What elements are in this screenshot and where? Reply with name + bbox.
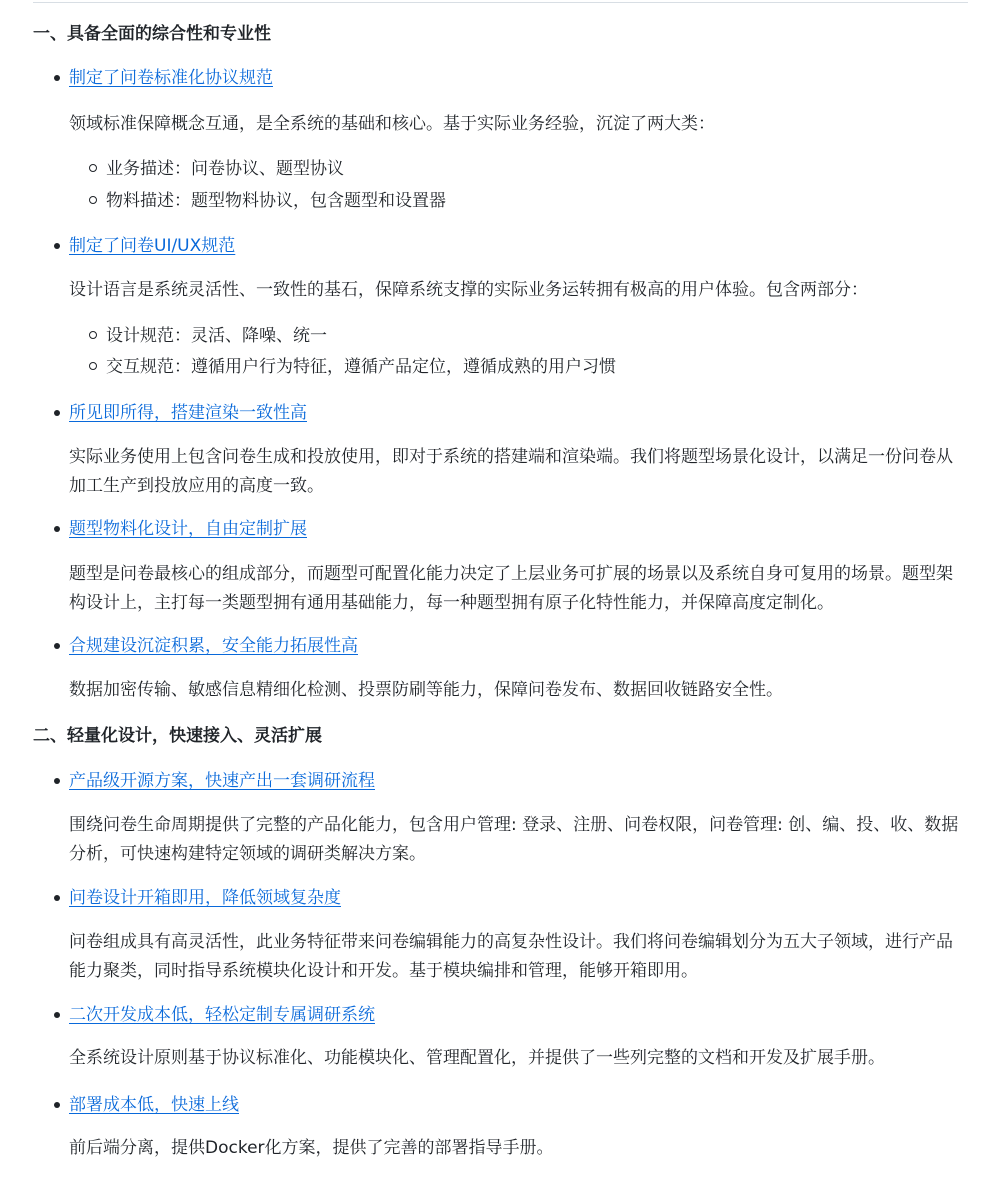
list-bullet — [54, 778, 60, 784]
feature-link-out-of-box[interactable]: 问卷设计开箱即用，降低领域复杂度 — [69, 888, 341, 908]
sub-list-bullet — [89, 362, 97, 370]
feature-description: 实际业务使用上包含问卷生成和投放使用，即对于系统的搭建端和渲染端。我们将题型场景化设计，以满足一份问卷从加工生产到投放应用的高度一致。 — [69, 447, 953, 496]
feature-link-deployment[interactable]: 部署成本低，快速上线 — [69, 1095, 239, 1115]
sub-list-bullet — [89, 331, 97, 339]
feature-link-uiux-spec[interactable]: 制定了问卷UI/UX规范 — [69, 236, 236, 256]
feature-link-question-materials[interactable]: 题型物料化设计，自由定制扩展 — [69, 519, 307, 539]
list-bullet — [54, 75, 60, 81]
feature-link-secondary-dev[interactable]: 二次开发成本低，轻松定制专属调研系统 — [69, 1005, 375, 1025]
feature-description: 题型是问卷最核心的组成部分，而题型可配置化能力决定了上层业务可扩展的场景以及系统自身可复用的场景。题型架构设计上，主打每一类题型拥有通用基础能力，每一种题型拥有原子化特性能力，并保障高度定制化。 — [69, 564, 953, 613]
feature-link-open-source[interactable]: 产品级开源方案，快速产出一套调研流程 — [69, 771, 375, 791]
feature-description: 领域标准保障概念互通，是全系统的基础和核心。基于实际业务经验，沉淀了两大类： — [69, 114, 715, 134]
sub-list-item: 设计规范：灵活、降噪、统一 — [106, 326, 327, 346]
sub-list-item: 交互规范：遵循用户行为特征，遵循产品定位，遵循成熟的用户习惯 — [106, 357, 616, 377]
list-bullet — [54, 895, 60, 901]
feature-description: 设计语言是系统灵活性、一致性的基石，保障系统支撑的实际业务运转拥有极高的用户体验。包含两部分： — [69, 280, 868, 300]
feature-description: 前后端分离，提供Docker化方案，提供了完善的部署指导手册。 — [69, 1138, 554, 1158]
section-heading-2: 二、轻量化设计，快速接入、灵活扩展 — [33, 726, 322, 746]
sub-list-item: 业务描述：问卷协议、题型协议 — [106, 159, 344, 179]
sub-list-bullet — [89, 164, 97, 172]
feature-description: 全系统设计原则基于协议标准化、功能模块化、管理配置化，并提供了一些列完整的文档和开发及扩展手册。 — [69, 1048, 885, 1068]
feature-description: 围绕问卷生命周期提供了完整的产品化能力，包含用户管理: 登录、注册、问卷权限，问卷管理: 创、编、投、收、数据分析，可快速构建特定领域的调研类解决方案。 — [69, 815, 959, 864]
feature-link-protocol-spec[interactable]: 制定了问卷标准化协议规范 — [69, 68, 273, 88]
list-bullet — [54, 643, 60, 649]
top-divider — [33, 2, 968, 3]
list-bullet — [54, 1012, 60, 1018]
list-bullet — [54, 243, 60, 249]
feature-link-compliance[interactable]: 合规建设沉淀积累，安全能力拓展性高 — [69, 636, 358, 656]
sub-list-bullet — [89, 196, 97, 204]
feature-description: 问卷组成具有高灵活性，此业务特征带来问卷编辑能力的高复杂性设计。我们将问卷编辑划分为五大子领域，进行产品能力聚类，同时指导系统模块化设计和开发。基于模块编排和管理，能够开箱即用。 — [69, 932, 953, 981]
section-heading-1: 一、具备全面的综合性和专业性 — [33, 24, 271, 44]
feature-description: 数据加密传输、敏感信息精细化检测、投票防刷等能力，保障问卷发布、数据回收链路安全性。 — [69, 680, 783, 700]
list-bullet — [54, 1102, 60, 1108]
list-bullet — [54, 410, 60, 416]
feature-link-wysiwyg[interactable]: 所见即所得，搭建渲染一致性高 — [69, 403, 307, 423]
list-bullet — [54, 526, 60, 532]
sub-list-item: 物料描述：题型物料协议，包含题型和设置器 — [106, 191, 446, 211]
